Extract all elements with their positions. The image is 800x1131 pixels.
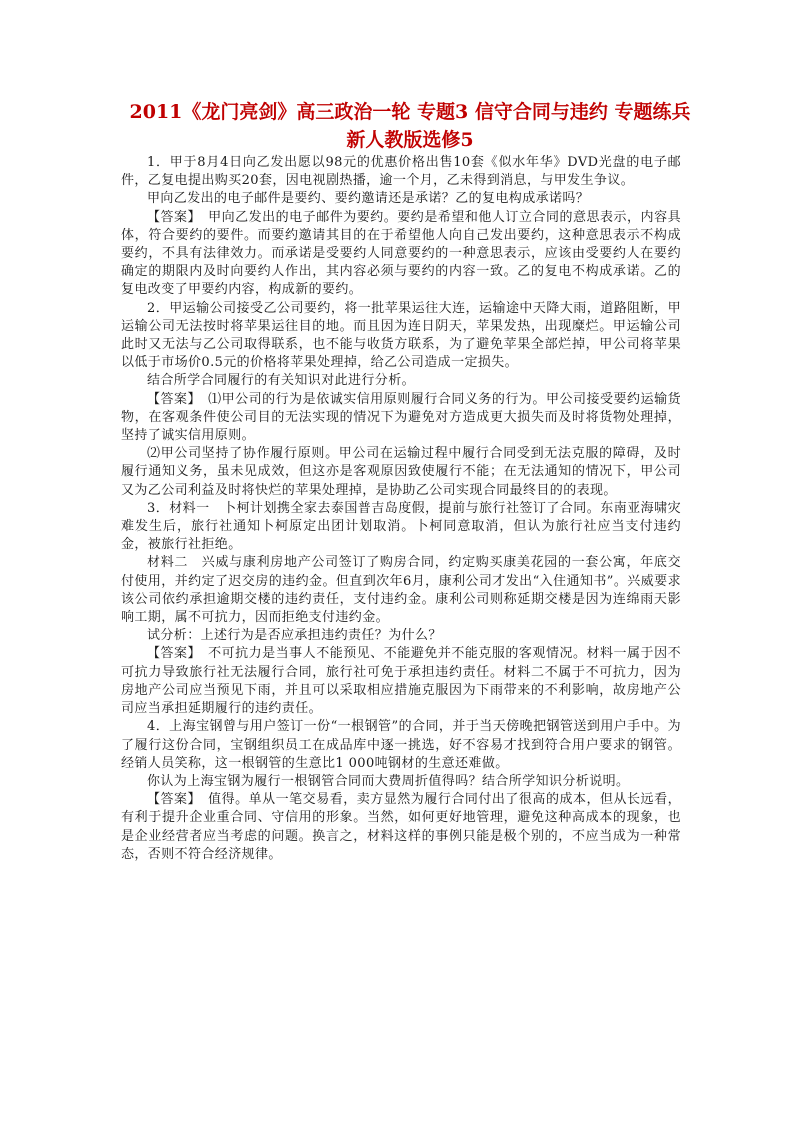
question-4-text: 4．上海宝钢曾与用户签订一份“一根钢管”的合同，并于当天傍晚把钢管送到用户手中。为了履行这份合同，宝钢组织员工在成品库中逐一挑选，好不容易才找到符合用户要求的钢管。经销人员笑称，这一根钢管的生意比1 000吨钢材的生意还难做。 [121, 719, 681, 771]
document-title: 2011《龙门亮剑》高三政治一轮 专题3 信守合同与违约 专题练兵 新人教版选修5 [129, 101, 691, 151]
question-3-material-2: 材料二 兴威与康利房地产公司签订了购房合同，约定购买康美花园的一套公寓，年底交付使用，并约定了迟交房的违约金。但直到次年6月，康利公司才发出“入住通知书”。兴威要求该公司依约承担逾期交楼的违约责任，支付违约金。康利公司则称延期交楼是因为连绵雨天影响工期，属不可抗力，因而拒绝支付违约金。 [121, 555, 681, 626]
answer-4: 【答案】 值得。单从一笔交易看，卖方显然为履行合同付出了很高的成本，但从长远看，有利于提升企业重合同、守信用的形象。当然，如何更好地管理，避免这种高成本的现象，也是企业经营者应当考虑的问题。换言之，材料这样的事例只能是极个别的，不应当成为一种常态，否则不符合经济规律。 [121, 792, 681, 862]
question-2-text: 2．甲运输公司接受乙公司要约，将一批苹果运往大连，运输途中天降大雨，道路阻断，甲运输公司无法按时将苹果运往目的地。而且因为连日阴天，苹果发热，出现糜烂。甲运输公司此时又无法与乙公司取得联系，也不能与收货方联系，为了避免苹果全部烂掉，甲公司将苹果以低于市场价0.5元的价格将苹果处理掉，给乙公司造成一定损失。 [121, 300, 681, 371]
question-3-prompt: 试分析：上述行为是否应承担违约责任？为什么？ [147, 628, 442, 644]
answer-2-part-1: 【答案】 ⑴甲公司的行为是依诚实信用原则履行合同义务的行为。甲公司接受要约运输货物，在客观条件使公司目的无法实现的情况下为避免对方造成更大损失而及时将货物处理掉，坚持了诚实信用原则。 [121, 391, 681, 444]
answer-1: 【答案】 甲向乙发出的电子邮件为要约。要约是希望和他人订立合同的意思表示，内容具体，符合要约的要件。而要约邀请其目的在于希望他人向自己发出要约，这种意思表示不构成要约，不具有法律效力。而承诺是受要约人同意要约的一种意思表示，应该由受要约人在要约确定的期限内及时向要约人作出，其内容必须与要约的内容一致。乙的复电不构成承诺。乙的复电改变了甲要约内容，构成新的要约。 [121, 209, 681, 298]
question-1-prompt: 甲向乙发出的电子邮件是要约、要约邀请还是承诺？乙的复电构成承诺吗？ [147, 191, 590, 207]
answer-2-part-2: ⑵甲公司坚持了协作履行原则。甲公司在运输过程中履行合同受到无法克服的障碍，及时履行通知义务，虽未见成效，但这亦是客观原因致使履行不能；在无法通知的情况下，甲公司又为乙公司利益及时将快烂的苹果处理掉，是协助乙公司实现合同最终目的的表现。 [121, 446, 681, 498]
question-3-material-1: 3．材料一 卜柯计划携全家去泰国普吉岛度假，提前与旅行社签订了合同。东南亚海啸灾难发生后，旅行社通知卜柯原定出团计划取消。卜柯同意取消，但认为旅行社应当支付违约金，被旅行社拒绝。 [121, 500, 681, 553]
question-2-prompt: 结合所学合同履行的有关知识对此进行分析。 [147, 373, 416, 389]
answer-3: 【答案】 不可抗力是当事人不能预见、不能避免并不能克服的客观情况。材料一属于因不可抗力导致旅行社无法履行合同，旅行社可免于承担违约责任。材料二不属于不可抗力，因为房地产公司应当预见下雨，并且可以采取相应措施克服因为下雨带来的不利影响，故房地产公司应当承担延期履行的违约责任。 [121, 646, 681, 717]
question-1-text: 1．甲于8月4日向乙发出愿以98元的优惠价格出售10套《似水年华》DVD光盘的电子邮件，乙复电提出购买20套，因电视剧热播，逾一个月，乙未得到消息，与甲发生争议。 [121, 155, 681, 189]
question-4-prompt: 你认为上海宝钢为履行一根钢管合同而大费周折值得吗？结合所学知识分析说明。 [147, 773, 630, 789]
document-body [121, 154, 681, 864]
